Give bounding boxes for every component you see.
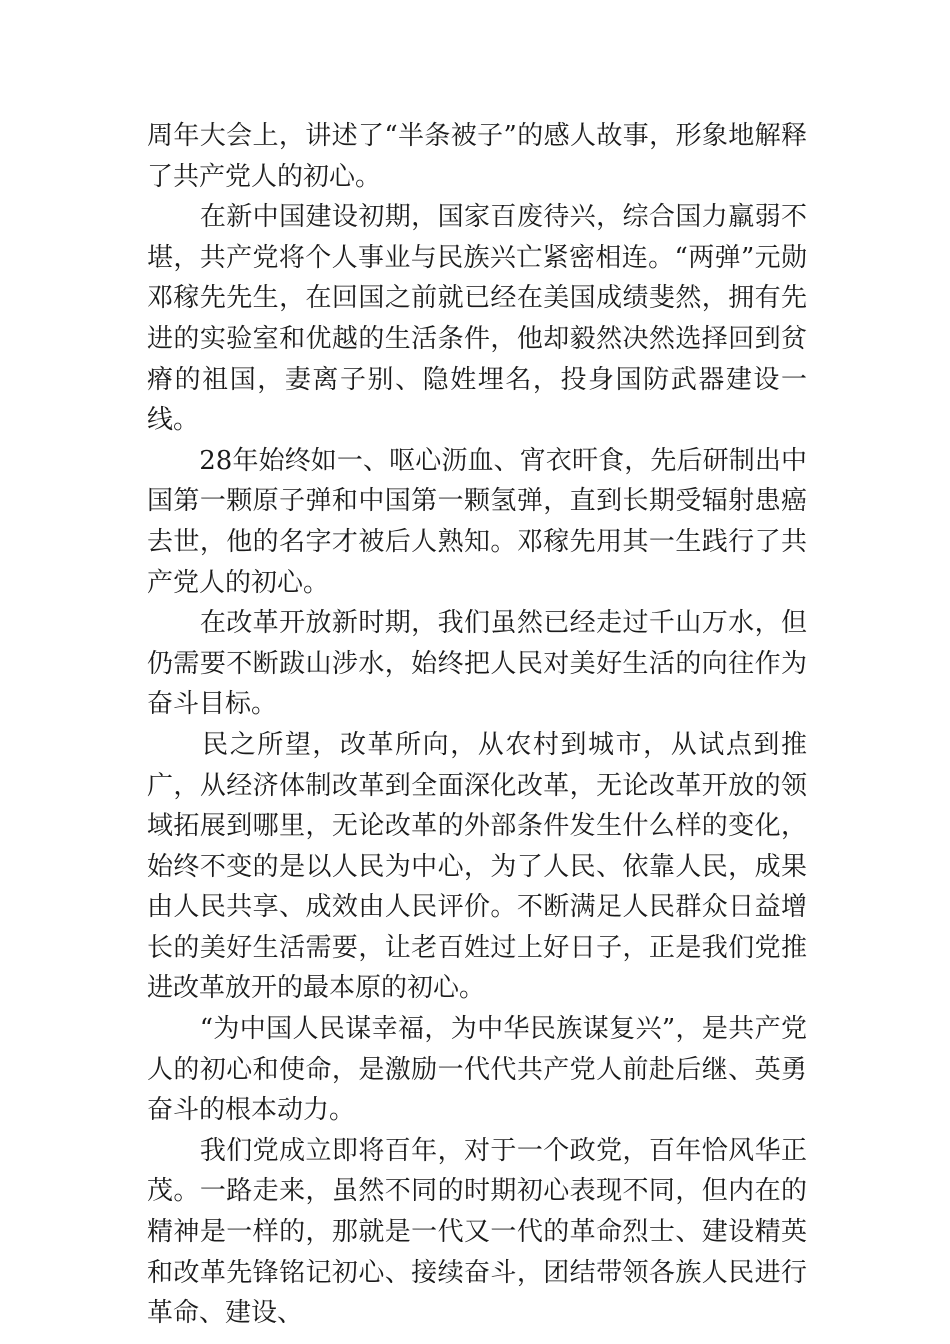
paragraph-4: 在改革开放新时期，我们虽然已经走过千山万水，但仍需要不断跋山涉水，始终把人民对美好生活的向往作为奋斗目标。 bbox=[147, 608, 807, 720]
paragraph-6: “为中国人民谋幸福，为中华民族谋复兴”，是共产党人的初心和使命，是激励一代代共产党人前赴后继、英勇奋斗的根本动力。 bbox=[147, 1014, 807, 1126]
paragraph-5: 民之所望，改革所向，从农村到城市，从试点到推广，从经济体制改革到全面深化改革，无论改革开放的领域拓展到哪里，无论改革的外部条件发生什么样的变化，始终不变的是以人民为中心，为了人民、依靠人民，成果由人民共享、成效由人民评价。不断满足人民群众日益增长的美好生活需要，让老百姓过上好日子，正是我们党推进改革放开的最本原的初心。 bbox=[147, 729, 807, 1004]
paragraph-2: 在新中国建设初期，国家百废待兴，综合国力羸弱不堪，共产党将个人事业与民族兴亡紧密相连。“两弹”元勋邓稼先先生，在回国之前就已经在美国成绩斐然，拥有先进的实验室和优越的生活条件，他却毅然决然选择回到贫瘠的祖国，妻离子别、隐姓埋名，投身国防武器建设一线。 bbox=[147, 202, 807, 436]
body-text bbox=[147, 116, 807, 1334]
paragraph-1: 周年大会上，讲述了“半条被子”的感人故事，形象地解释了共产党人的初心。 bbox=[147, 121, 807, 192]
paragraph-7: 我们党成立即将百年，对于一个政党，百年恰风华正茂。一路走来，虽然不同的时期初心表现不同，但内在的精神是一样的，那就是一代又一代的革命烈士、建设精英和改革先锋铭记初心、接续奋斗，团结带领各族人民进行革命、建设、 bbox=[147, 1135, 807, 1329]
paragraph-3: 28年始终如一、呕心沥血、宵衣旰食，先后研制出中国第一颗原子弹和中国第一颗氢弹，直到长期受辐射患癌去世，他的名字才被后人熟知。邓稼先用其一生践行了共产党人的初心。 bbox=[147, 445, 807, 598]
